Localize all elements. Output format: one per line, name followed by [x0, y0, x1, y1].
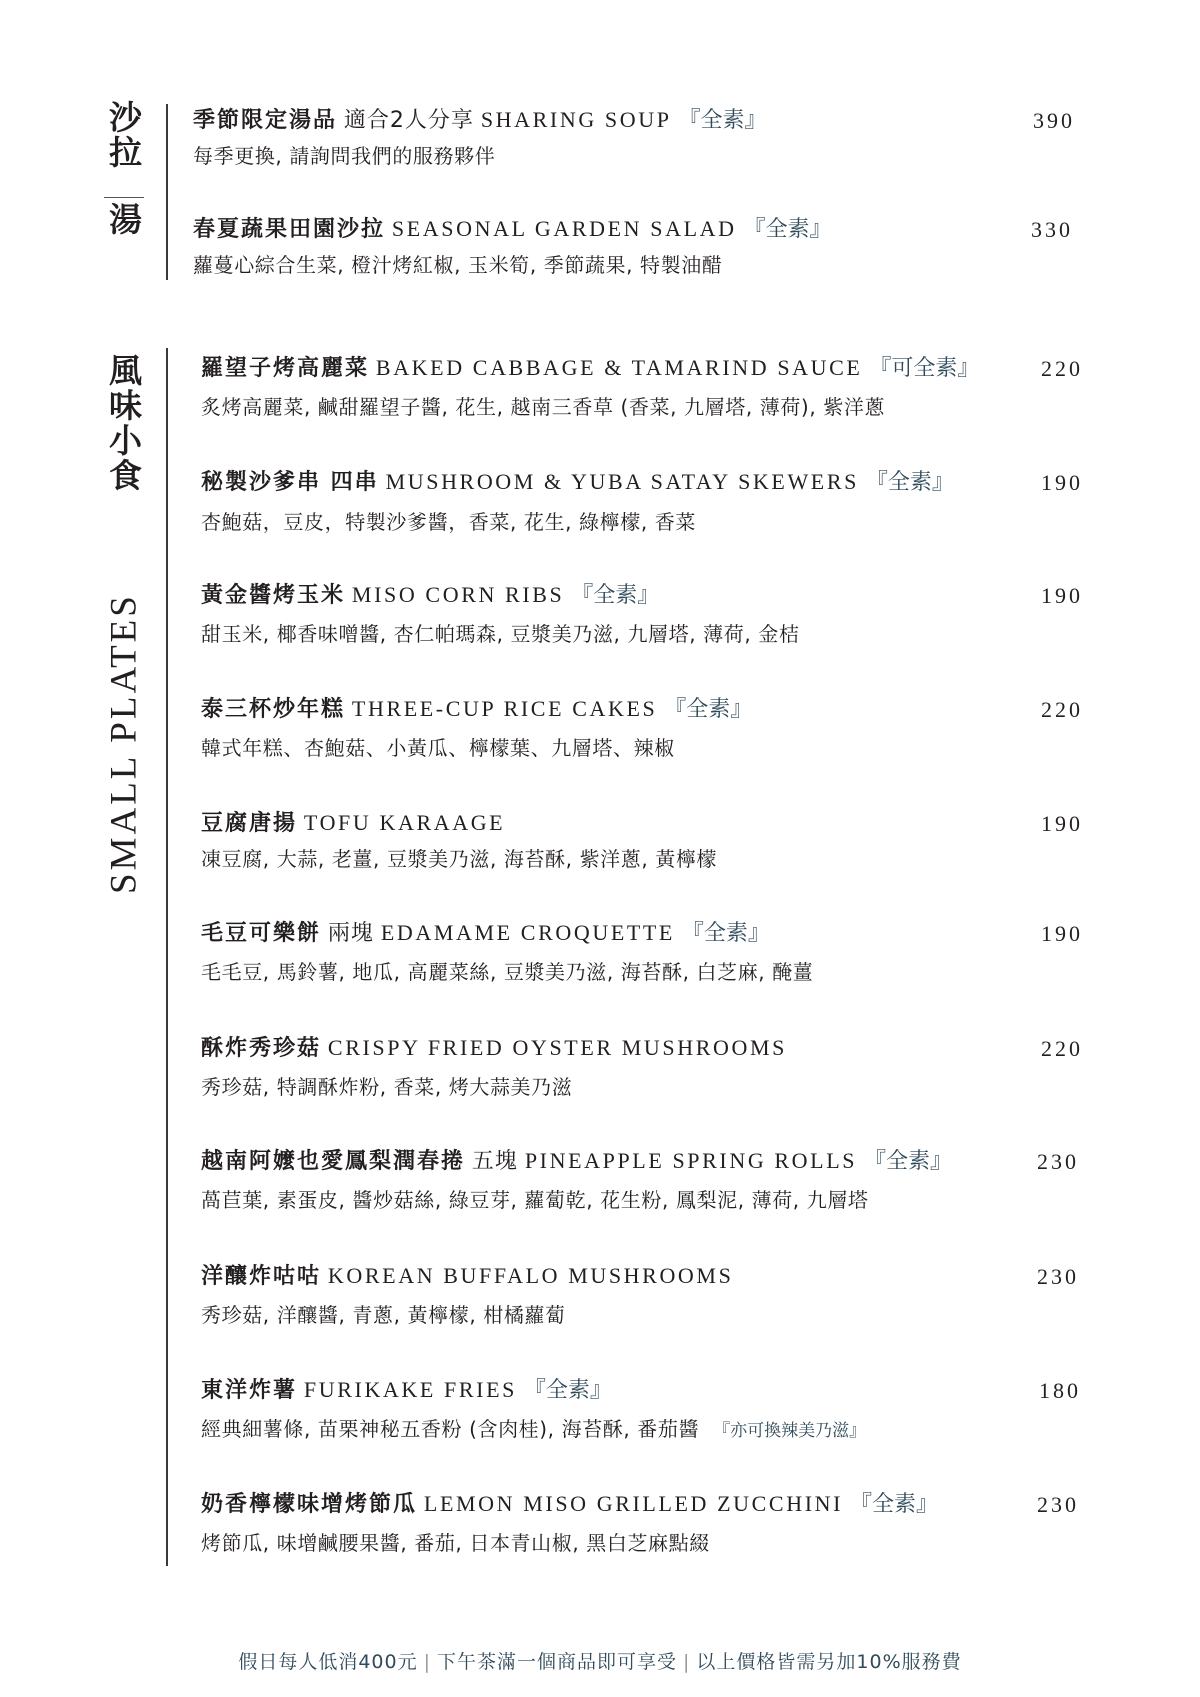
- item-name-zh: 羅望子烤高麗菜: [201, 356, 370, 381]
- item-title: [201, 695, 752, 724]
- item-name-en: CRISPY FRIED OYSTER MUSHROOMS: [327, 1035, 787, 1060]
- item-name-en: MISO CORN RIBS: [351, 582, 565, 607]
- item-description: 凍豆腐, 大蒜, 老薑, 豆漿美乃滋, 海苔酥, 紫洋蔥, 黃檸檬: [201, 847, 718, 871]
- section-label-small-plates-en: SMALL PLATES: [103, 593, 145, 894]
- item-price: 190: [1041, 921, 1083, 946]
- item-name-en: THREE-CUP RICE CAKES: [351, 696, 658, 721]
- section-rule-salad-soup: [166, 104, 168, 280]
- section-label-small-plates-zh: 風味小食: [104, 353, 143, 493]
- item-name-en: BAKED CABBAGE & TAMARIND SAUCE: [375, 355, 863, 380]
- item-price: 180: [1039, 1378, 1081, 1403]
- item-name-en: FURIKAKE FRIES: [303, 1377, 517, 1402]
- footer-minimum-charge: 假日每人低消400元: [238, 1651, 418, 1673]
- item-name-en: TOFU KARAAGE: [303, 810, 506, 835]
- item-description: 烤節瓜, 味增鹹腰果醬, 番茄, 日本青山椒, 黑白芝麻點綴: [201, 1531, 710, 1555]
- vegan-tag: 『全素』: [864, 1149, 953, 1174]
- item-title: [201, 809, 505, 838]
- item-title: [201, 1262, 733, 1291]
- item-name-en: SEASONAL GARDEN SALAD: [391, 216, 737, 241]
- item-description: [201, 1416, 866, 1444]
- footer-service-charge: 以上價格皆需另加10%服務費: [696, 1651, 962, 1673]
- item-name-zh: 春夏蔬果田園沙拉: [193, 217, 386, 242]
- item-name-en: MUSHROOM & YUBA SATAY SKEWERS: [385, 469, 859, 494]
- vegan-tag: 『全素』: [571, 583, 660, 608]
- item-name-zh: 黃金醬烤玉米: [201, 583, 346, 608]
- footer-separator: |: [683, 1651, 691, 1673]
- item-title: [201, 581, 659, 610]
- item-name-en: SHARING SOUP: [480, 107, 672, 132]
- item-description: 毛毛豆, 馬鈴薯, 地瓜, 高麗菜絲, 豆漿美乃滋, 海苔酥, 白芝麻, 醃薑: [201, 960, 814, 984]
- item-description: 蘿蔓心綜合生菜, 橙汁烤紅椒, 玉米筍, 季節蔬果, 特製油醋: [193, 253, 723, 277]
- item-description: 萵苣葉, 素蛋皮, 醬炒菇絲, 綠豆芽, 蘿蔔乾, 花生粉, 鳳梨泥, 薄荷, 九層塔: [201, 1188, 869, 1212]
- item-name-zh: 奶香檸檬味增烤節瓜: [201, 1492, 418, 1517]
- item-title: [193, 106, 766, 135]
- item-price: 220: [1041, 697, 1083, 722]
- item-price: 330: [1031, 217, 1073, 242]
- vegan-tag: 『全素』: [849, 1492, 938, 1517]
- vegan-tag: 『全素』: [664, 697, 753, 722]
- item-name-zh: 泰三杯炒年糕: [201, 697, 346, 722]
- vegan-tag: 『全素』: [523, 1378, 612, 1403]
- item-title: [201, 919, 770, 948]
- item-description: 每季更換, 請詢問我們的服務夥伴: [193, 144, 496, 168]
- item-description: 韓式年糕、杏鮑菇、小黃瓜、檸檬葉、九層塔、辣椒: [201, 736, 675, 760]
- item-title: [201, 1034, 787, 1063]
- label-divider: [104, 197, 144, 198]
- item-name-en: KOREAN BUFFALO MUSHROOMS: [327, 1263, 734, 1288]
- item-description: 杏鮑菇，豆皮，特製沙爹醬，香菜, 花生, 綠檸檬, 香菜: [201, 510, 696, 534]
- item-name-en: PINEAPPLE SPRING ROLLS: [524, 1148, 858, 1173]
- item-price: 190: [1041, 583, 1083, 608]
- item-description: 秀珍菇, 特調酥炸粉, 香菜, 烤大蒜美乃滋: [201, 1075, 573, 1099]
- item-description: 炙烤高麗菜, 鹹甜羅望子醬, 花生, 越南三香草 (香菜, 九層塔, 薄荷), 紫洋蔥: [201, 395, 886, 419]
- item-portion: 適合2人分享: [343, 108, 474, 133]
- item-price: 390: [1033, 108, 1075, 133]
- vegan-tag: 『全素』: [865, 470, 954, 495]
- item-title: [201, 468, 954, 497]
- vegan-tag: 『可全素』: [869, 356, 980, 381]
- item-price: 230: [1037, 1264, 1079, 1289]
- item-name-en: LEMON MISO GRILLED ZUCCHINI: [423, 1491, 844, 1516]
- vegan-tag: 『全素』: [678, 108, 767, 133]
- item-title: [201, 1490, 938, 1519]
- item-title: [201, 1147, 952, 1176]
- item-name-zh: 秘製沙爹串 四串: [201, 470, 379, 495]
- item-price: 230: [1037, 1492, 1079, 1517]
- item-name-zh: 洋釀炸咕咕: [201, 1264, 322, 1289]
- item-name-zh: 越南阿嬤也愛鳳梨潤春捲: [201, 1149, 466, 1174]
- item-description: 秀珍菇, 洋釀醬, 青蔥, 黃檸檬, 柑橘蘿蔔: [201, 1303, 566, 1327]
- footer-note: [0, 1647, 1200, 1674]
- item-price: 190: [1041, 470, 1083, 495]
- item-price: 230: [1037, 1149, 1079, 1174]
- section-label-salad: 沙拉: [104, 100, 143, 170]
- item-name-zh: 酥炸秀珍菇: [201, 1036, 322, 1061]
- item-name-zh: 毛豆可樂餅: [201, 921, 322, 946]
- item-price: 220: [1041, 356, 1083, 381]
- item-portion: 五塊: [471, 1149, 518, 1174]
- vegan-tag: 『全素』: [743, 217, 832, 242]
- item-price: 190: [1041, 811, 1083, 836]
- item-price: 220: [1041, 1036, 1083, 1061]
- footer-separator: |: [423, 1651, 431, 1673]
- item-description-text: 經典細薯條, 苗栗神秘五香粉 (含肉桂), 海苔酥, 番茄醬: [201, 1417, 700, 1441]
- item-note: 『亦可換辣美乃滋』: [713, 1421, 867, 1441]
- item-name-en: EDAMAME CROQUETTE: [380, 920, 675, 945]
- item-description: 甜玉米, 椰香味噌醬, 杏仁帕瑪森, 豆漿美乃滋, 九層塔, 薄荷, 金桔: [201, 622, 800, 646]
- item-name-zh: 東洋炸薯: [201, 1378, 298, 1403]
- section-rule-small-plates: [166, 348, 168, 1566]
- item-title: [201, 1376, 612, 1405]
- footer-afternoon-tea: 下午茶滿一個商品即可享受: [437, 1651, 678, 1673]
- item-name-zh: 豆腐唐揚: [201, 811, 298, 836]
- item-title: [201, 354, 979, 383]
- item-title: [193, 215, 832, 244]
- section-label-soup: 湯: [104, 202, 143, 237]
- item-portion: 兩塊: [327, 921, 374, 946]
- vegan-tag: 『全素』: [681, 921, 770, 946]
- item-name-zh: 季節限定湯品: [193, 108, 338, 133]
